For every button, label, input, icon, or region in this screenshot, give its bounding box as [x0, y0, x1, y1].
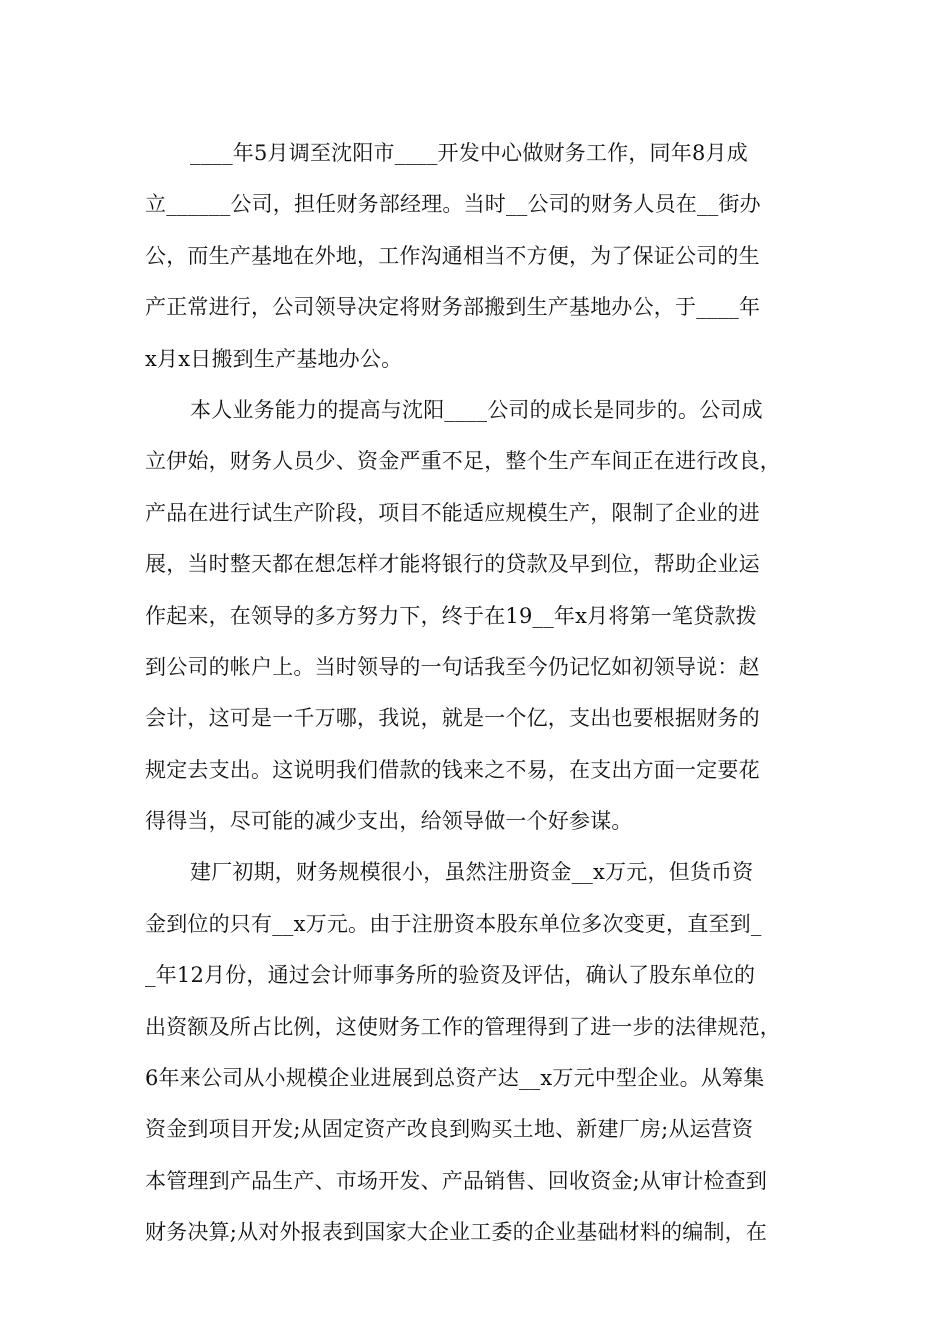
text-line: 得得当，尽可能的减少支出，给领导做一个好参谋。	[145, 809, 633, 834]
text-line: 公，而生产基地在外地，工作沟通相当不方便，为了保证公司的生	[145, 243, 760, 268]
text-line: 建厂初期，财务规模很小，虽然注册资金__x万元，但货币资	[190, 860, 754, 885]
text-line: 立伊始，财务人员少、资金严重不足，整个生产车间正在进行改良，	[145, 449, 781, 474]
text-line: 产品在进行试生产阶段，项目不能适应规模生产，限制了企业的进	[145, 500, 760, 525]
text-line: 规定去支出。这说明我们借款的钱来之不易，在支出方面一定要花	[145, 757, 760, 782]
text-line: 产正常进行，公司领导决定将财务部搬到生产基地办公，于____年	[145, 295, 761, 320]
text-line: 资金到项目开发;从固定资产改良到购买土地、新建厂房;从运营资	[145, 1117, 754, 1142]
text-line: 作起来，在领导的多方努力下，终于在19__年x月将第一笔贷款拨	[145, 603, 757, 628]
text-line: 本人业务能力的提高与沈阳____公司的成长是同步的。公司成	[190, 397, 763, 422]
document-body	[145, 128, 810, 1259]
text-line: x月x日搬到生产基地办公。	[145, 346, 403, 371]
text-line: _年12月份，通过会计师事务所的验资及评估，确认了股东单位的	[145, 963, 756, 988]
text-line: 到公司的帐户上。当时领导的一句话我至今仍记忆如初领导说：赵	[145, 654, 760, 679]
text-line: 财务决算;从对外报表到国家大企业工委的企业基础材料的编制，在	[145, 1220, 768, 1245]
text-line: 立______公司，担任财务部经理。当时__公司的财务人员在__街办	[145, 192, 761, 217]
text-line: ____年5月调至沈阳市____开发中心做财务工作，同年8月成	[190, 141, 748, 165]
paragraph-1	[145, 128, 810, 385]
paragraph-2	[145, 385, 810, 848]
paragraph-3	[145, 847, 810, 1258]
text-line: 出资额及所占比例，这使财务工作的管理得到了进一步的法律规范，	[145, 1014, 781, 1039]
text-line: 金到位的只有__x万元。由于注册资本股东单位多次变更，直至到_	[145, 911, 762, 936]
text-line: 展，当时整天都在想怎样才能将银行的贷款及早到位，帮助企业运	[145, 552, 760, 577]
text-line: 会计，这可是一千万哪，我说，就是一个亿，支出也要根据财务的	[145, 706, 760, 731]
text-line: 6年来公司从小规模企业进展到总资产达__x万元中型企业。从筹集	[145, 1066, 765, 1091]
text-line: 本管理到产品生产、市场开发、产品销售、回收资金;从审计检查到	[145, 1168, 768, 1193]
